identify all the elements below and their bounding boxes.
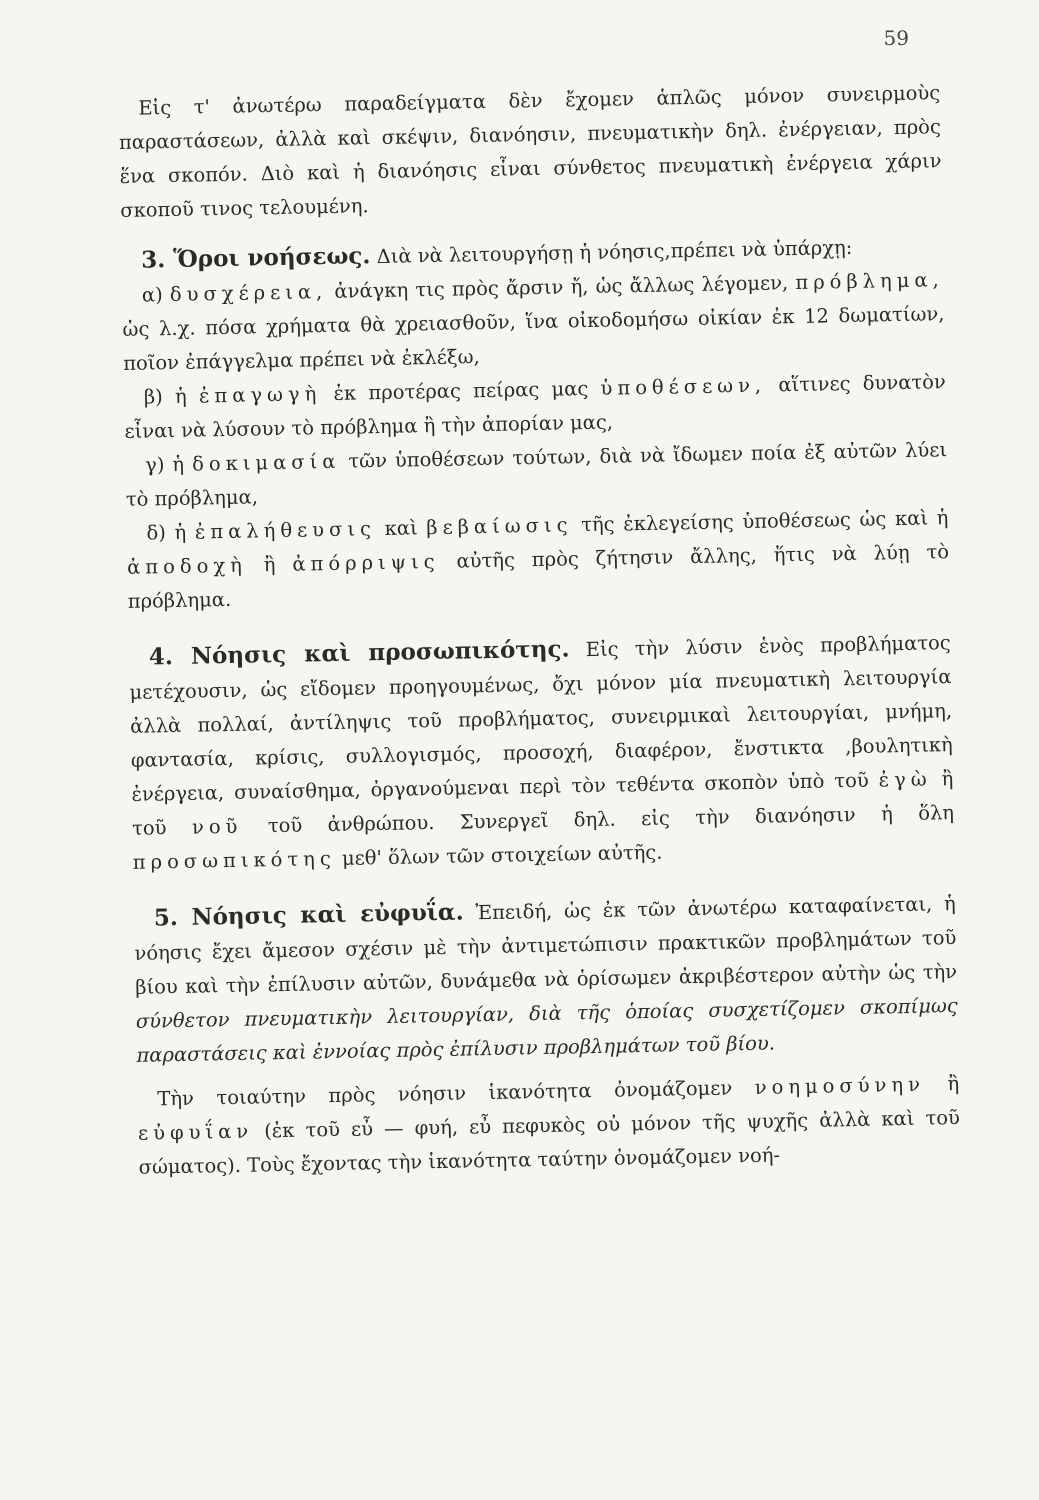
condition-b: β) ἡ ἐπαγωγὴ ἐκ προτέρας πείρας μας ὑποθέσεων, αἵτινες δυνατὸν εἶναι νὰ λύσουν τὸ πρόβλημα ἢ τὴν ἀπορίαν μας, — [124, 370, 946, 443]
term-noimosyni: νοημοσύνην — [754, 1072, 926, 1099]
condition-c: γ) ἡ δοκιμασία τῶν ὑποθέσεων τούτων, διὰ νὰ ἴδωμεν ποία ἐξ αὐτῶν λύει τὸ πρόβλημα, — [125, 438, 948, 511]
page-text — [118, 76, 961, 1185]
section-5-heading: 5. Νόησις καὶ εὐφυΐα. — [153, 898, 464, 932]
section-4-paragraph: 4. Νόησις καὶ προσωπικότης. Εἰς τὴν λύσιν ἑνὸς προβλήματος μετέχουσιν, ὡς εἴδομεν προηγουμένως, ὄχι μόνον μία πνευματικὴ λειτουργία ἀλλὰ πολλαί, ἀντίληψις τοῦ προβλήματος, συνειρμικαὶ λειτουργίαι, μνήμη, φαντασία, κρίσις, συλλογισμός, προσοχή, διαφέρον, ἔνστικτα ,βουλητικὴ ἐνέργεια, συναίσθημα, ὀργανούμεναι περὶ τὸν τεθέντα σκοπὸν ὑπὸ τοῦ ἐγὼ ἢ τοῦ νοῦ τοῦ ἀνθρώπου. Συνεργεῖ δηλ. εἰς τὴν διανόησιν ἡ ὅλη προσωπικότης μεθ' ὅλων τῶν στοιχείων αὐτῆς. — [129, 631, 955, 874]
condition-d: δ) ἡ ἐπαλήθευσις καὶ βεβαίωσις τῆς ἐκλεγείσης ὑποθέσεως ὡς καὶ ἡ ἀποδοχὴ ἢ ἀπόρριψις αὐτῆς πρὸς ζήτησιν ἄλλης, ἥτις νὰ λύῃ τὸ πρόβλημα. — [126, 506, 950, 613]
term-eufyia: εὐφυΐαν — [137, 1119, 254, 1145]
section-5-paragraph: 5. Νόησις καὶ εὐφυΐα. Ἐπειδή, ὡς ἐκ τῶν ἀνωτέρω καταφαίνεται, ἡ νόησις ἔχει ἄμεσον σχέσιν μὲ τὴν ἀντιμετώπισιν πρακτικῶν προβλημάτων τοῦ βίου καὶ τὴν ἐπίλυσιν αὐτῶν, δυνάμεθα νὰ ὁρίσωμεν ἀκριβέστερον αὐτὴν ὡς τὴν σύνθετον πνευματικὴν λειτουργίαν, διὰ τῆς ὁποίας συσχετίζομεν σκοπίμως παραστάσεις καὶ ἐννοίας πρὸς ἐπίλυσιν προβλημάτων τοῦ βίου. — [134, 892, 958, 1067]
definition-italic: σύνθετον πνευματικὴν λειτουργίαν, διὰ τῆς ὁποίας συσχετίζομεν σκοπίμως παραστάσεις καὶ ἐννοίας πρὸς ἐπίλυσιν προβλημάτων τοῦ βίου. — [135, 994, 958, 1067]
term-apodochi: ἀποδοχὴ — [126, 553, 248, 579]
section-4-heading: 4. Νόησις καὶ προσωπικότης. — [148, 635, 570, 671]
term-ypotheseon: ὑποθέσεων, — [600, 373, 767, 400]
term-dokimasia: δοκιμασία — [191, 449, 341, 476]
term-ego: ἐγὼ — [878, 767, 932, 792]
term-problima: πρόβλημα, — [795, 268, 944, 295]
term-epagogi: ἐπαγωγὴ — [198, 382, 322, 408]
section-3-heading: 3. Ὅροι νοήσεως. — [140, 242, 371, 274]
term-epalitheusis: ἐπαλήθευσις — [194, 517, 377, 544]
intro-paragraph: Εἰς τ' ἀνωτέρω παραδείγματα δὲν ἔχομεν ἁπλῶς μόνον συνειρμοὺς παραστάσεων, ἀλλὰ καὶ σκέψιν, διανόησιν, πνευματικὴν δηλ. ἐνέργειαν, πρὸς ἕνα σκοπόν. Διὸ καὶ ἡ διανόησις εἶναι σύνθετος πνευματικὴ ἐνέργεια χάριν σκοποῦ τινος τελουμένη. — [118, 81, 942, 222]
section-3-paragraph: 3. Ὅροι νοήσεως. Διὰ νὰ λειτουργήσῃ ἡ νόησις,πρέπει νὰ ὑπάρχῃ: — [140, 235, 853, 274]
term-nou: νοῦ — [191, 814, 243, 839]
term-prosopikotis: προσωπικότης — [132, 846, 336, 874]
term-dyscheria: δυσχέρεια, — [169, 280, 328, 307]
condition-a: α) δυσχέρεια, ἀνάγκη τις πρὸς ἄρσιν ἤ, ὡς ἄλλως λέγομεν, πρόβλημα, ὡς λ.χ. πόσα χρήματα θὰ χρειασθοῦν, ἵνα οἰκοδομήσω οἰκίαν ἐκ 12 δωματίων, ποῖον ἐπάγγελμα πρέπει νὰ ἐκλέξω, — [122, 268, 945, 375]
page-number: 59 — [883, 26, 909, 50]
section-5-paragraph-2: Τὴν τοιαύτην πρὸς νόησιν ἱκανότητα ὀνομάζομεν νοημοσύνην ἢ εὐφυΐαν (ἐκ τοῦ εὖ — φυή, εὖ πεφυκὸς οὐ μόνον τῆς ψυχῆς ἀλλὰ καὶ τοῦ σώματος). Τοὺς ἔχοντας τὴν ἱκανότητα ταύτην ὀνομάζομεν νοή- — [137, 1072, 961, 1179]
term-aporripsis: ἀπόρριψις — [292, 549, 440, 576]
term-vevaiosis: βεβαίωσις — [426, 513, 573, 540]
